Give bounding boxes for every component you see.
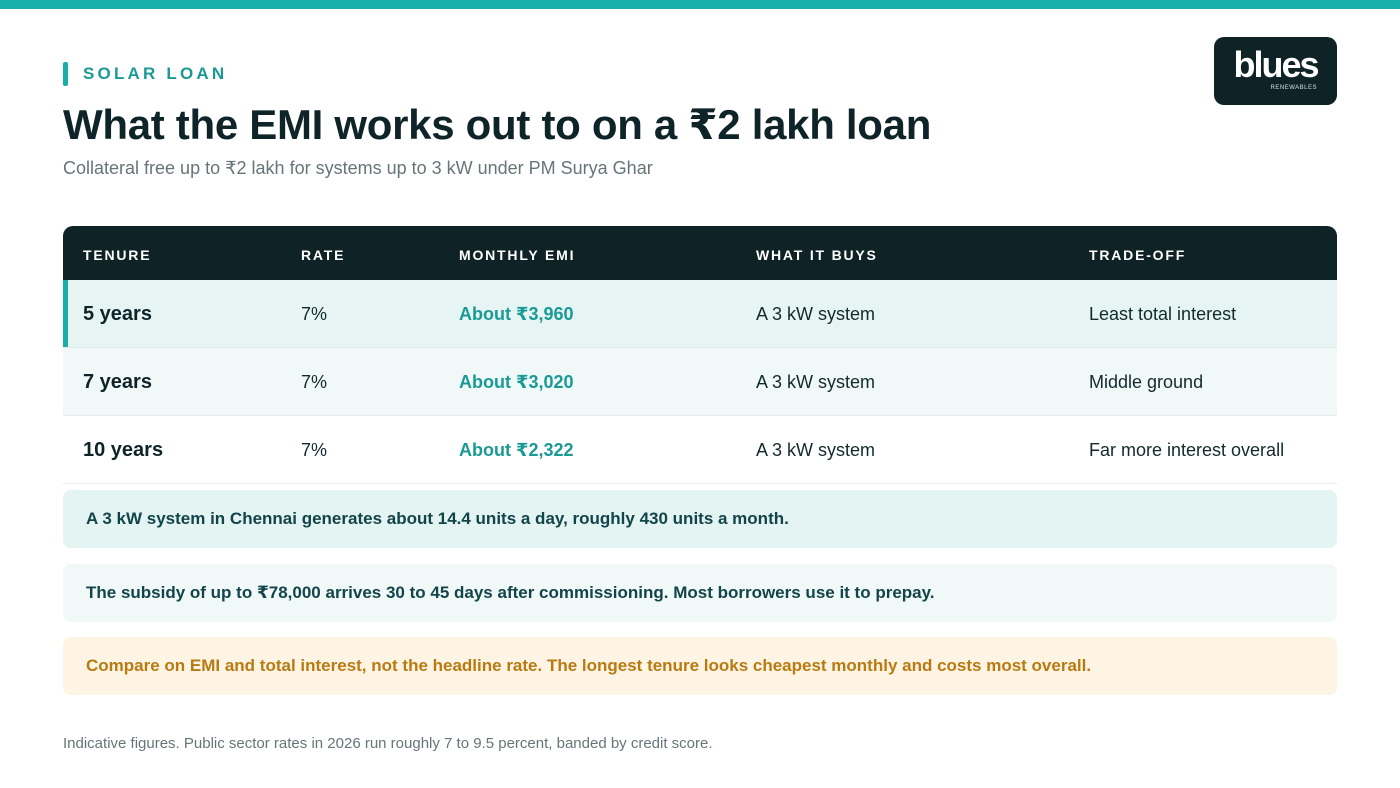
table-row [63, 280, 1337, 348]
cell-what-it-buys: A 3 kW system [756, 372, 876, 392]
cell-what-it-buys: A 3 kW system [756, 440, 876, 460]
cell-tenure: 10 years [83, 439, 164, 461]
page-title: What the EMI works out to on a ₹2 lakh loan [63, 101, 932, 148]
eyebrow [63, 62, 227, 86]
info-note-subsidy: The subsidy of up to ₹78,000 arrives 30 to 45 days after commissioning. Most borrowers use it to prepay. [63, 564, 1337, 622]
table-header [63, 226, 1337, 280]
cell-emi: About ₹3,960 [459, 304, 574, 324]
header-monthly-emi: MONTHLY EMI [459, 247, 576, 263]
brand-logo [1214, 37, 1337, 105]
cell-trade-off: Far more interest overall [1089, 440, 1285, 460]
cell-trade-off: Middle ground [1089, 372, 1204, 392]
page-subtitle: Collateral free up to ₹2 lakh for systems up to 3 kW under PM Surya Ghar [63, 158, 653, 178]
footnote: Indicative figures. Public sector rates in 2026 run roughly 7 to 9.5 percent, banded by credit score. [63, 735, 713, 752]
cell-what-it-buys: A 3 kW system [756, 304, 876, 324]
info-note-generation: A 3 kW system in Chennai generates about 14.4 units a day, roughly 430 units a month. [63, 490, 1337, 548]
cell-rate: 7% [301, 372, 328, 392]
header-rate: RATE [301, 247, 346, 263]
logo-wordmark: blues [1233, 44, 1318, 85]
header-what-it-buys: WHAT IT BUYS [756, 247, 878, 263]
emi-table [63, 226, 1337, 484]
eyebrow-marker [63, 62, 68, 86]
top-accent-bar [0, 0, 1400, 9]
header-trade-off: TRADE-OFF [1089, 247, 1187, 263]
warning-note-compare: Compare on EMI and total interest, not the headline rate. The longest tenure looks cheapest monthly and costs most overall. [63, 637, 1337, 695]
cell-emi: About ₹2,322 [459, 440, 574, 460]
cell-rate: 7% [301, 304, 328, 324]
selected-row-indicator [63, 280, 68, 347]
table-row [63, 416, 1337, 484]
cell-rate: 7% [301, 440, 328, 460]
cell-trade-off: Least total interest [1089, 304, 1237, 324]
cell-tenure: 7 years [83, 371, 152, 393]
cell-tenure: 5 years [83, 303, 152, 325]
cell-emi: About ₹3,020 [459, 372, 574, 392]
table-row [63, 348, 1337, 416]
header-tenure: TENURE [83, 247, 152, 263]
logo-subtext: RENEWABLES [1270, 85, 1317, 91]
eyebrow-label: SOLAR LOAN [83, 64, 228, 83]
